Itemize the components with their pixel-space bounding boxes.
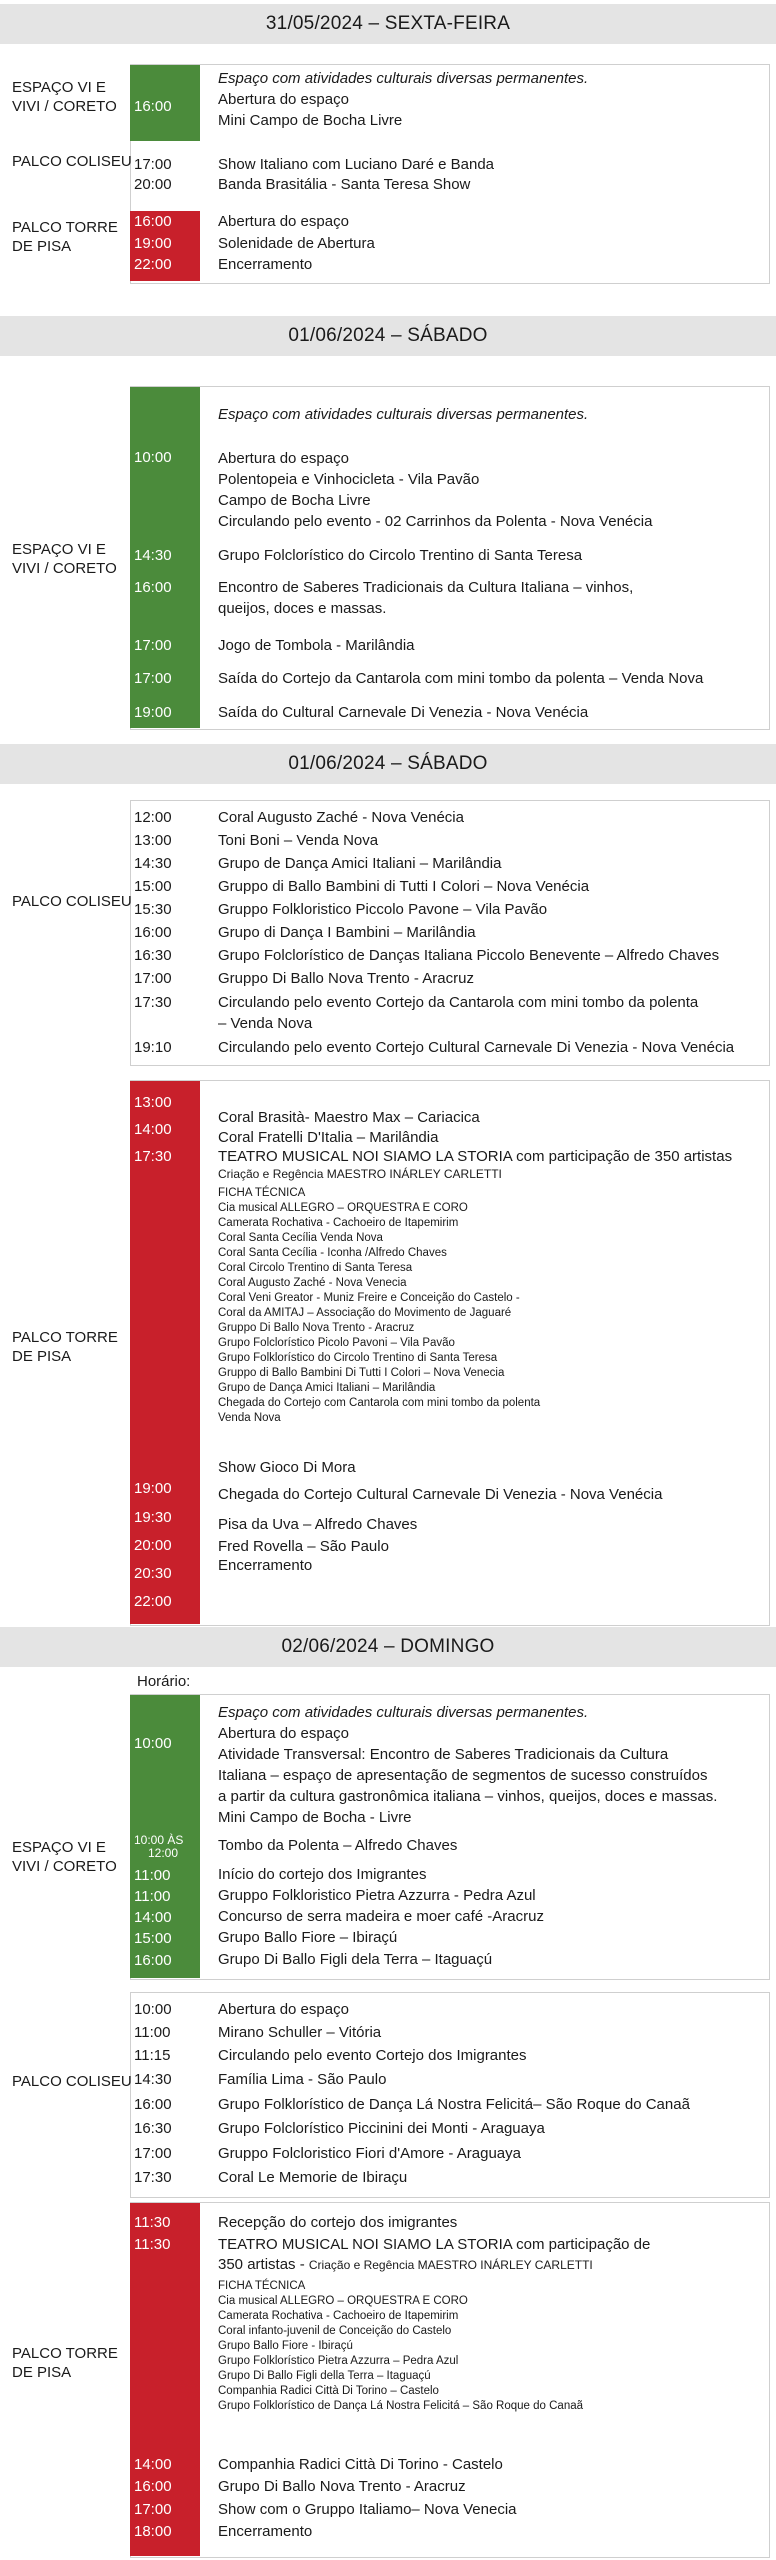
event-credit: Criação e Regência MAESTRO INÁRLEY CARLETTI [218, 1167, 502, 1181]
event-text: Coral Augusto Zaché - Nova Venécia [218, 809, 464, 826]
event-time: 20:00 [134, 1537, 172, 1554]
event-time: 10:00 [134, 2001, 172, 2018]
event-text: Show com o Gruppo Italiamo– Nova Venecia [218, 2501, 517, 2518]
event-text: Grupo di Dança I Bambini – Marilândia [218, 924, 476, 941]
event-text: Grupo Folclorístico de Danças Italiana Piccolo Benevente – Alfredo Chaves [218, 947, 720, 964]
event-text: Grupo Folclorístico Piccinini dei Monti - Araguaya [218, 2120, 545, 2137]
event-text: Grupo Di Ballo Nova Trento - Aracruz [218, 2478, 466, 2495]
event-time: 22:00 [134, 256, 172, 273]
event-time: 15:00 [134, 1930, 172, 1947]
event-time: 13:00 [134, 1094, 172, 1111]
event-text: Mirano Schuller – Vitória [218, 2024, 382, 2041]
event-text: Solenidade de Abertura [218, 235, 375, 252]
ficha-line: Grupo de Dança Amici Italiani – Marilândia [218, 1382, 436, 1394]
ficha-line: Grupo Folclorístico Picolo Pavoni – Vila Pavão [218, 1337, 455, 1349]
event-text: Grupo Di Ballo Figli dela Terra – Itaguaçú [218, 1951, 493, 1968]
ficha-line: Chegada do Cortejo com Cantarola com mini tombo da polenta [218, 1397, 541, 1409]
event-time: 17:30 [134, 2169, 172, 2186]
event-text: Grupo de Dança Amici Italiani – Marilândia [218, 855, 502, 872]
event-time: 17:00 [134, 970, 172, 987]
event-time: 15:30 [134, 901, 172, 918]
event-text: Circulando pelo evento - 02 Carrinhos da Polenta - Nova Venécia [218, 513, 653, 530]
event-time: 14:00 [134, 1121, 172, 1138]
event-time: 17:00 [134, 2145, 172, 2162]
ficha-line: Coral infanto-juvenil de Conceição do Castelo [218, 2325, 452, 2337]
event-text: TEATRO MUSICAL NOI SIAMO LA STORIA com participação de 350 artistas [218, 1148, 733, 1165]
event-time: 19:00 [134, 235, 172, 252]
event-time: 11:30 [134, 2214, 171, 2231]
event-time: 20:00 [134, 176, 172, 193]
event-time: 14:30 [134, 855, 172, 872]
ficha-tecnica [218, 1186, 758, 1426]
day-header: 01/06/2024 – SÁBADO [0, 744, 776, 784]
horario-label: Horário: [137, 1673, 191, 1690]
event-time: 17:00 [134, 156, 172, 173]
event-time: 11:00 [134, 2024, 171, 2041]
event-text: Circulando pelo evento Cortejo da Cantarola com mini tombo da polenta [218, 994, 699, 1011]
event-time: 12:00 [134, 809, 172, 826]
event-note: Espaço com atividades culturais diversas permanentes. [218, 70, 589, 87]
event-time: 11:00 [134, 1867, 171, 1884]
event-text: Gruppo Folcloristico Fiori d'Amore - Araguaya [218, 2145, 521, 2162]
event-text: Saída do Cortejo da Cantarola com mini tombo da polenta – Venda Nova [218, 670, 704, 687]
event-text: Início do cortejo dos Imigrantes [218, 1866, 427, 1883]
event-time: 11:00 [134, 1888, 171, 1905]
event-text: Circulando pelo evento Cortejo dos Imigrantes [218, 2047, 527, 2064]
event-time: 14:00 [134, 2456, 172, 2473]
venue-label: PALCO COLISEU [12, 2073, 132, 2090]
event-text: Show Italiano com Luciano Daré e Banda [218, 156, 495, 173]
event-text: Italiana – espaço de apresentação de segmentos de sucesso construídos [218, 1767, 708, 1784]
venue-label: ESPAÇO VI E VIVI / CORETO [12, 79, 117, 115]
venue-label: ESPAÇO VI E VIVI / CORETO [12, 541, 117, 577]
event-time: 16:30 [134, 2120, 172, 2137]
ficha-line: Cia musical ALLEGRO – ORQUESTRA E CORO [218, 1202, 468, 1214]
event-note: Espaço com atividades culturais diversas permanentes. [218, 406, 589, 423]
event-text: Atividade Transversal: Encontro de Saberes Tradicionais da Cultura [218, 1746, 669, 1763]
event-text: Companhia Radici Città Di Torino - Castelo [218, 2456, 503, 2473]
venue-label: PALCO TORRE DE PISA [12, 1329, 118, 1365]
event-time: 19:30 [134, 1509, 172, 1526]
event-text: Gruppo di Ballo Bambini di Tutti I Colori – Nova Venécia [218, 878, 590, 895]
event-text: a partir da cultura gastronômica italiana – vinhos, queijos, doces e massas. [218, 1788, 718, 1805]
event-text: TEATRO MUSICAL NOI SIAMO LA STORIA com participação de [218, 2236, 651, 2253]
event-time: 11:30 [134, 2236, 171, 2253]
venue-label: PALCO COLISEU [12, 893, 132, 910]
event-text: Mini Campo de Bocha - Livre [218, 1809, 412, 1826]
event-time: 11:15 [134, 2047, 171, 2064]
event-text: Grupo Folklorístico de Dança Lá Nostra Felicitá– São Roque do Canaã [218, 2096, 690, 2113]
event-text: Concurso de serra madeira e moer café -Aracruz [218, 1908, 544, 1925]
ficha-line: Grupo Folklorístico Pietra Azzurra – Pedra Azul [218, 2355, 459, 2367]
event-time: 17:00 [134, 670, 172, 687]
ficha-line: Coral da AMITAJ – Associação do Movimento de Jaguaré [218, 1307, 512, 1319]
ficha-line: FICHA TÉCNICA [218, 1187, 306, 1199]
event-text: Toni Boni – Venda Nova [218, 832, 379, 849]
event-time: 17:00 [134, 2501, 172, 2518]
ficha-line: Grupo Folklorístico do Circolo Trentino di Santa Teresa [218, 1352, 498, 1364]
ficha-line: FICHA TÉCNICA [218, 2280, 306, 2292]
ficha-line: Coral Santa Cecília - Iconha /Alfredo Chaves [218, 1247, 447, 1259]
ficha-line: Grupo Folklorístico de Dança Lá Nostra Felicitá – São Roque do Canaã [218, 2400, 584, 2412]
event-text: Fred Rovella – São Paulo [218, 1538, 389, 1555]
ficha-line: Coral Augusto Zaché - Nova Venecia [218, 1277, 407, 1289]
event-time: 10:00 [134, 1735, 172, 1752]
event-text: Grupo Folclorístico do Circolo Trentino di Santa Teresa [218, 547, 583, 564]
event-time: 16:00 [134, 1952, 172, 1969]
event-text: Coral Le Memorie de Ibiraçu [218, 2169, 408, 2186]
event-text: Encerramento [218, 2523, 313, 2540]
ficha-line: Coral Circolo Trentino di Santa Teresa [218, 1262, 413, 1274]
event-text: Banda Brasitália - Santa Teresa Show [218, 176, 471, 193]
event-time: 17:30 [134, 1148, 172, 1165]
event-time: 13:00 [134, 832, 172, 849]
event-text: Grupo Ballo Fiore – Ibiraçú [218, 1929, 398, 1946]
day-header: 01/06/2024 – SÁBADO [0, 316, 776, 356]
event-text: Abertura do espaço [218, 213, 349, 230]
event-time: 10:00 [134, 449, 172, 466]
event-text: 350 artistas - Criação e Regência MAESTRO INÁRLEY CARLETTI [218, 2256, 593, 2273]
event-text: Campo de Bocha Livre [218, 492, 371, 509]
event-text: Coral Brasità- Maestro Max – Cariacica [218, 1109, 480, 1126]
event-text-part: 350 artistas [218, 2256, 296, 2273]
event-time: 19:10 [134, 1039, 172, 1056]
venue-label: PALCO COLISEU [12, 153, 132, 170]
event-text: Polentopeia e Vinhocicleta - Vila Pavão [218, 471, 480, 488]
event-text: Mini Campo de Bocha Livre [218, 112, 403, 129]
event-time: 16:00 [134, 2478, 172, 2495]
event-text: Encerramento [218, 256, 313, 273]
event-note: Espaço com atividades culturais diversas permanentes. [218, 1704, 589, 1721]
event-time: 16:00 [134, 2096, 172, 2113]
ficha-line: Venda Nova [218, 1412, 281, 1424]
event-time: 14:00 [134, 1909, 172, 1926]
event-text: Abertura do espaço [218, 2001, 349, 2018]
ficha-line: Coral Santa Cecília Venda Nova [218, 1232, 383, 1244]
event-text: – Venda Nova [218, 1015, 313, 1032]
venue-label: PALCO TORRE DE PISA [12, 2345, 118, 2381]
event-text: Gruppo Folkloristico Piccolo Pavone – Vila Pavão [218, 901, 548, 918]
ficha-line: Grupo Di Ballo Figli della Terra – Itaguaçú [218, 2370, 431, 2382]
ficha-line: Gruppo di Ballo Bambini Di Tutti I Colori – Nova Venecia [218, 1367, 505, 1379]
ficha-line: Grupo Ballo Fiore - Ibiraçú [218, 2340, 353, 2352]
event-text: Chegada do Cortejo Cultural Carnevale Di Venezia - Nova Venécia [218, 1486, 663, 1503]
event-time: 22:00 [134, 1593, 172, 1610]
event-time: 16:00 [134, 98, 172, 115]
ficha-line: Camerata Rochativa - Cachoeiro de Itapemirim [218, 1217, 459, 1229]
venue-label: ESPAÇO VI E VIVI / CORETO [12, 1839, 117, 1875]
event-text: Tombo da Polenta – Alfredo Chaves [218, 1837, 458, 1854]
event-time: 14:30 [134, 2071, 172, 2088]
event-time: 19:00 [134, 704, 172, 721]
event-text: Gruppo Di Ballo Nova Trento - Aracruz [218, 970, 474, 987]
day-header: 02/06/2024 – DOMINGO [0, 1627, 776, 1667]
event-text: Saída do Cultural Carnevale Di Venezia - Nova Venécia [218, 704, 589, 721]
event-text: Abertura do espaço [218, 91, 349, 108]
event-text: Abertura do espaço [218, 450, 349, 467]
event-text: Show Gioco Di Mora [218, 1459, 356, 1476]
ficha-tecnica [218, 2279, 758, 2414]
event-time: 14:30 [134, 547, 172, 564]
ficha-line: Companhia Radici Città Di Torino – Castelo [218, 2385, 439, 2397]
event-time: 20:30 [134, 1565, 172, 1582]
ficha-line: Camerata Rochativa - Cachoeiro de Itapemirim [218, 2310, 459, 2322]
event-text: Recepção do cortejo dos imigrantes [218, 2214, 458, 2231]
event-text: Jogo de Tombola - Marilândia [218, 637, 415, 654]
event-text: Coral Fratelli D'Italia – Marilândia [218, 1129, 439, 1146]
ficha-line: Cia musical ALLEGRO – ORQUESTRA E CORO [218, 2295, 468, 2307]
event-text: Família Lima - São Paulo [218, 2071, 387, 2088]
event-time: 16:00 [134, 213, 172, 230]
ficha-line: Coral Veni Greator - Muniz Freire e Conceição do Castelo - [218, 1292, 520, 1304]
event-text: queijos, doces e massas. [218, 600, 387, 617]
day-header: 31/05/2024 – SEXTA-FEIRA [0, 4, 776, 44]
event-time: 19:00 [134, 1480, 172, 1497]
event-text: Circulando pelo evento Cortejo Cultural Carnevale Di Venezia - Nova Venécia [218, 1039, 735, 1056]
event-text: Encerramento [218, 1557, 313, 1574]
event-text: Gruppo Folkloristico Pietra Azzurra - Pedra Azul [218, 1887, 536, 1904]
event-time: 16:00 [134, 579, 172, 596]
event-time: 18:00 [134, 2523, 172, 2540]
event-time: 17:30 [134, 994, 172, 1011]
event-text: Encontro de Saberes Tradicionais da Cultura Italiana – vinhos, [218, 579, 634, 596]
event-credit: Criação e Regência MAESTRO INÁRLEY CARLETTI [308, 2258, 593, 2272]
ficha-line: Gruppo Di Ballo Nova Trento - Aracruz [218, 1322, 415, 1334]
event-text: Pisa da Uva – Alfredo Chaves [218, 1516, 418, 1533]
venue-label: PALCO TORRE DE PISA [12, 219, 118, 255]
event-time: 16:00 [134, 924, 172, 941]
event-text: Abertura do espaço [218, 1725, 349, 1742]
event-time: 17:00 [134, 637, 172, 654]
event-time: 10:00 ÀS [134, 1833, 184, 1847]
event-time: 15:00 [134, 878, 172, 895]
event-time: 16:30 [134, 947, 172, 964]
event-time: 12:00 [148, 1846, 179, 1860]
